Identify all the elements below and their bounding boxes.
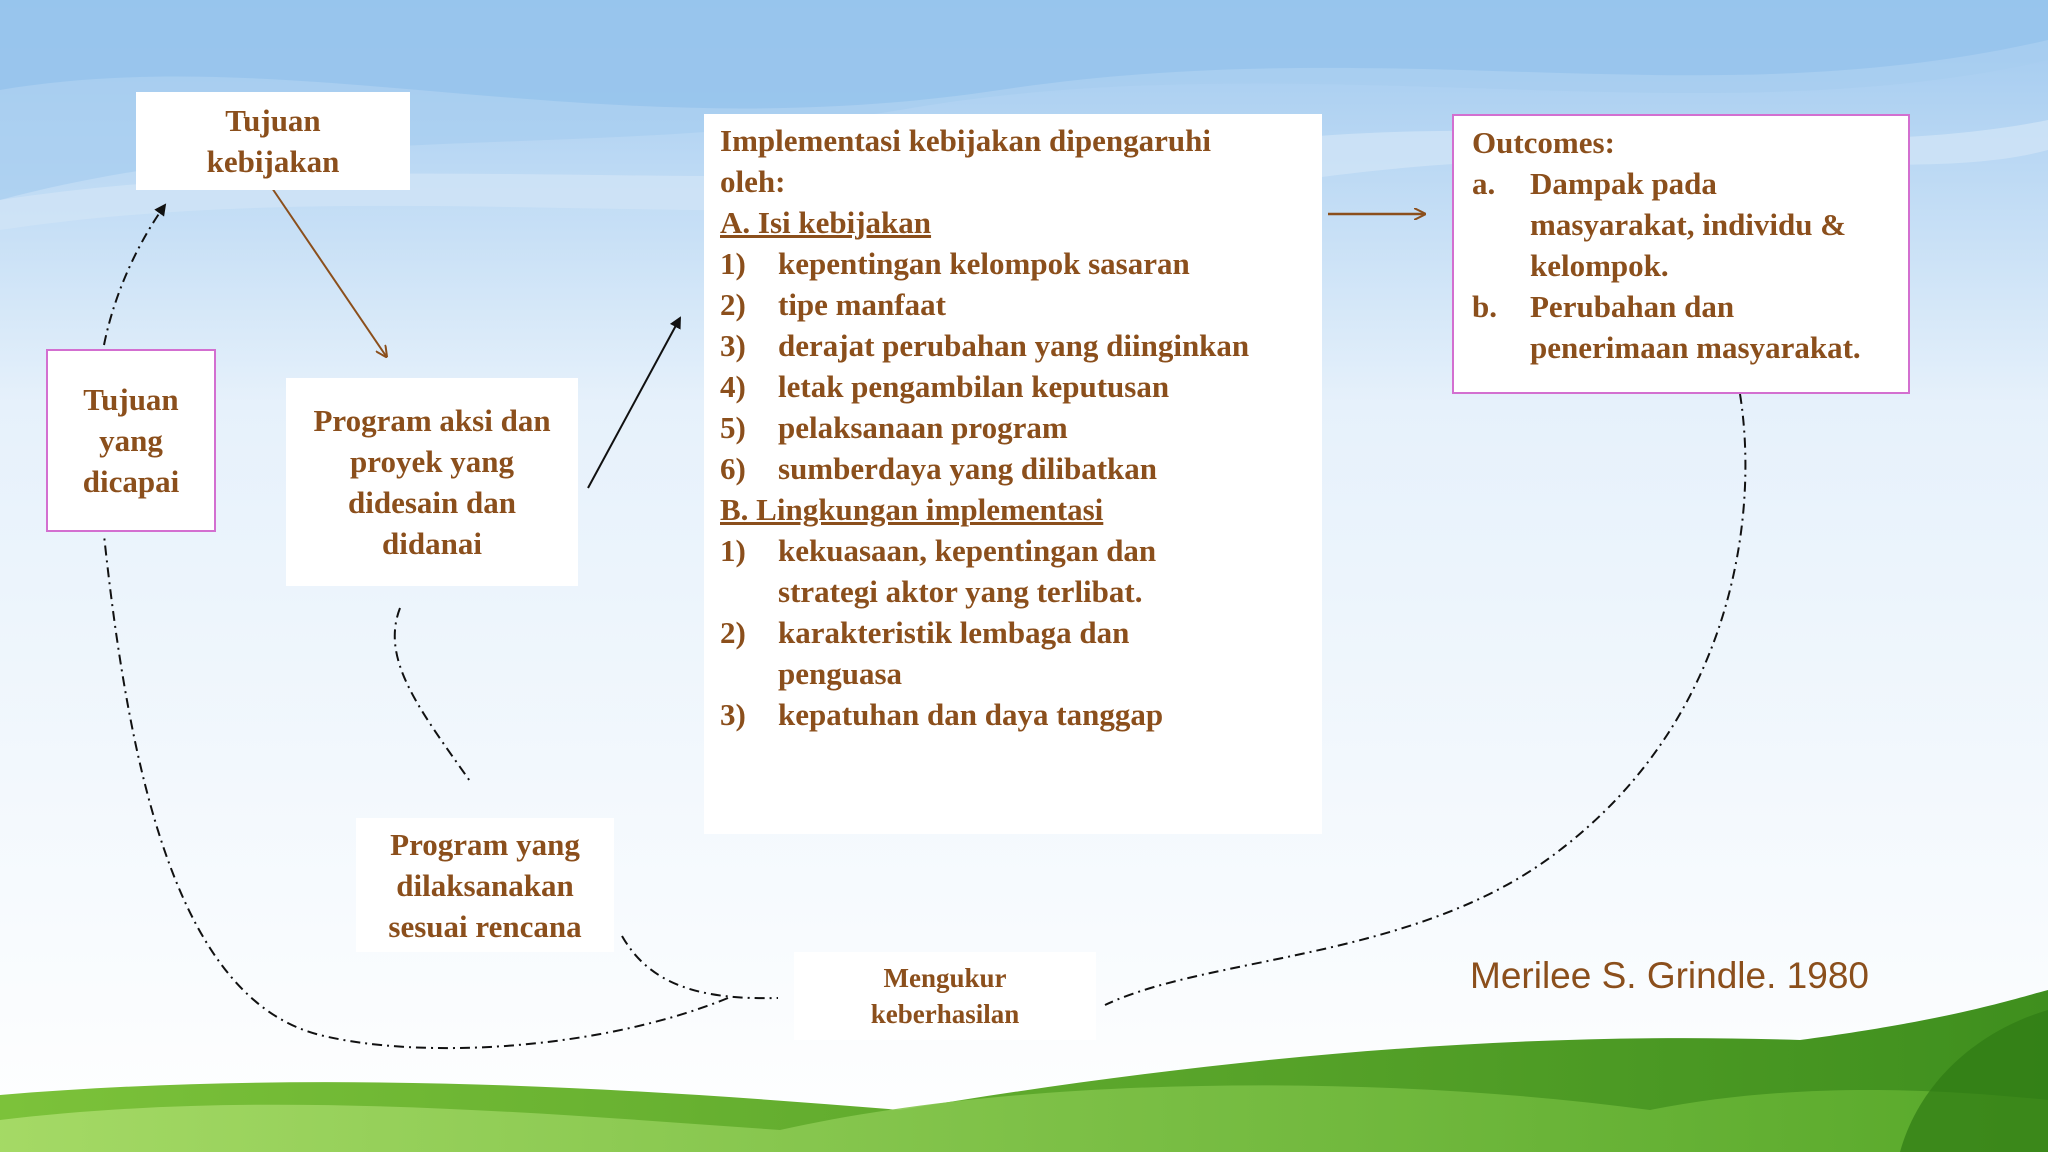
outcomes-box xyxy=(1452,114,1910,394)
program-aksi-line-1: Program aksi dan xyxy=(313,403,551,438)
item-number: 4) xyxy=(720,369,746,404)
item-text: kelompok. xyxy=(1530,248,1669,283)
program-dilaksanakan-line-1: Program yang xyxy=(390,826,580,862)
tujuan-kebijakan-line-1: Tujuan xyxy=(225,103,321,138)
item-number: 3) xyxy=(720,697,746,732)
lingkungan-list xyxy=(720,530,1322,735)
item-number: 5) xyxy=(720,410,746,445)
outcome-item xyxy=(1472,286,1908,368)
section-b-title: B. Lingkungan implementasi xyxy=(720,492,1104,527)
item-text: pelaksanaan program xyxy=(778,410,1068,445)
item-number: 3) xyxy=(720,328,746,363)
author-credit: Merilee S. Grindle. 1980 xyxy=(1470,955,1869,996)
program-aksi-line-2: proyek yang xyxy=(350,444,514,479)
isi-kebijakan-item xyxy=(720,407,1322,448)
implementasi-heading-line-2: oleh: xyxy=(720,164,786,199)
tujuan-dicapai-line-2: yang xyxy=(99,423,163,458)
item-text: kepentingan kelompok sasaran xyxy=(778,246,1190,281)
item-letter: b. xyxy=(1472,289,1497,324)
item-text: Perubahan dan xyxy=(1530,289,1735,324)
item-text: penguasa xyxy=(778,656,903,691)
lingkungan-item xyxy=(720,694,1322,735)
item-text: Dampak pada xyxy=(1530,166,1717,201)
implementasi-box xyxy=(704,114,1322,834)
item-text: strategi aktor yang terlibat. xyxy=(778,574,1143,609)
item-text: masyarakat, individu & xyxy=(1530,207,1847,242)
lingkungan-item xyxy=(720,530,1322,612)
program-aksi-line-4: didanai xyxy=(382,526,482,561)
isi-kebijakan-item xyxy=(720,448,1322,489)
item-text: kekuasaan, kepentingan dan xyxy=(778,533,1157,568)
tujuan-dicapai-box xyxy=(46,349,216,532)
mengukur-keberhasilan-box xyxy=(794,952,1096,1040)
item-text: karakteristik lembaga dan xyxy=(778,615,1130,650)
program-dilaksanakan-line-3: sesuai rencana xyxy=(388,908,582,944)
mengukur-line-1: Mengukur xyxy=(883,963,1007,993)
isi-kebijakan-item xyxy=(720,325,1322,366)
implementasi-heading-line-1: Implementasi kebijakan dipengaruhi xyxy=(720,123,1211,158)
tujuan-kebijakan-line-2: kebijakan xyxy=(206,144,340,179)
tujuan-dicapai-line-3: dicapai xyxy=(82,464,180,499)
program-aksi-line-3: didesain dan xyxy=(347,485,516,520)
item-number: 6) xyxy=(720,451,746,486)
outcome-item xyxy=(1472,163,1908,286)
item-number: 2) xyxy=(720,287,746,322)
item-letter: a. xyxy=(1472,166,1496,201)
mengukur-line-2: keberhasilan xyxy=(870,999,1020,1029)
isi-kebijakan-item xyxy=(720,366,1322,407)
program-aksi-box xyxy=(286,378,578,586)
outcomes-heading: Outcomes: xyxy=(1472,125,1615,160)
item-text: kepatuhan dan daya tanggap xyxy=(778,697,1164,732)
item-text: tipe manfaat xyxy=(778,287,946,322)
isi-kebijakan-item xyxy=(720,243,1322,284)
item-text: penerimaan masyarakat. xyxy=(1530,330,1861,365)
item-number: 2) xyxy=(720,615,746,650)
outcomes-list xyxy=(1472,163,1908,368)
item-text: letak pengambilan keputusan xyxy=(778,369,1170,404)
isi-kebijakan-item xyxy=(720,284,1322,325)
item-text: derajat perubahan yang diinginkan xyxy=(778,328,1250,363)
program-dilaksanakan-box xyxy=(356,818,614,952)
section-a-title: A. Isi kebijakan xyxy=(720,205,932,240)
lingkungan-item xyxy=(720,612,1322,694)
item-text: sumberdaya yang dilibatkan xyxy=(778,451,1157,486)
program-dilaksanakan-line-2: dilaksanakan xyxy=(396,867,574,903)
item-number: 1) xyxy=(720,533,746,568)
tujuan-kebijakan-box xyxy=(136,92,410,190)
tujuan-dicapai-line-1: Tujuan xyxy=(83,382,179,417)
isi-kebijakan-list xyxy=(720,243,1322,489)
item-number: 1) xyxy=(720,246,746,281)
